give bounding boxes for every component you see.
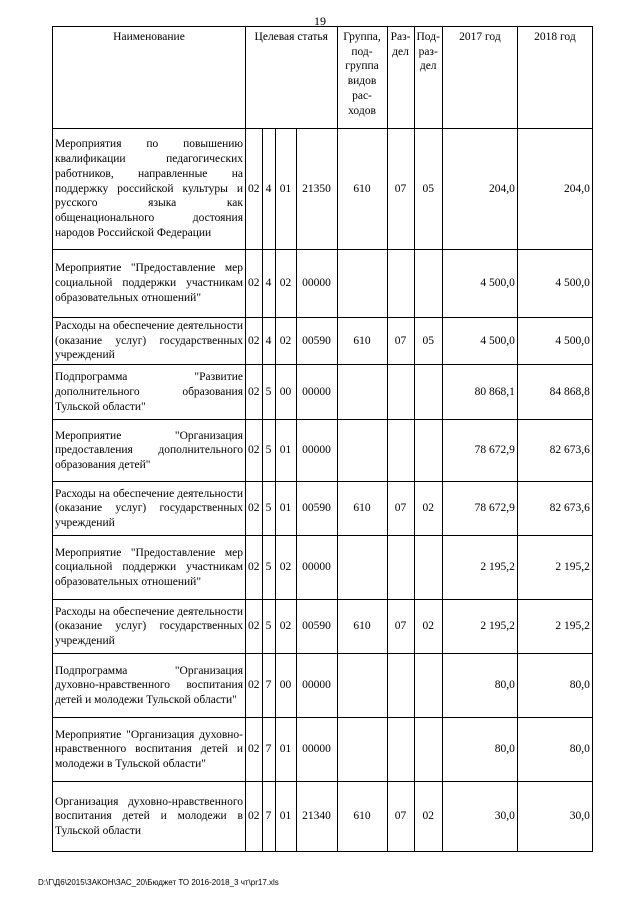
cell-section: 07 [387, 129, 414, 250]
cell-year-2017: 204,0 [442, 129, 517, 250]
header-name: Наименование [53, 27, 246, 129]
cell-target-direction: 00000 [296, 365, 337, 420]
cell-target-direction: 00000 [296, 536, 337, 600]
cell-group: 610 [337, 129, 387, 250]
cell-group [337, 250, 387, 318]
cell-section: 07 [387, 600, 414, 654]
cell-year-2018: 82 673,6 [517, 482, 592, 536]
cell-target-program: 02 [246, 129, 263, 250]
cell-target-event: 01 [275, 482, 296, 536]
cell-target-subprogram: 5 [262, 365, 275, 420]
cell-target-event: 01 [275, 129, 296, 250]
cell-target-event: 01 [275, 420, 296, 482]
cell-target-direction: 00000 [296, 250, 337, 318]
cell-section [387, 365, 414, 420]
cell-year-2017: 30,0 [442, 782, 517, 852]
cell-subsection: 05 [414, 129, 442, 250]
cell-year-2018: 2 195,2 [517, 600, 592, 654]
cell-subsection [414, 250, 442, 318]
cell-group [337, 420, 387, 482]
cell-group: 610 [337, 318, 387, 365]
cell-name: Мероприятие "Организация духовно-нравственного воспитания детей и молодежи в Тульской области" [53, 718, 246, 782]
cell-target-subprogram: 4 [262, 129, 275, 250]
cell-target-subprogram: 7 [262, 654, 275, 718]
cell-group [337, 718, 387, 782]
file-path-footer: D:\Г\Д6\2015\ЗАКОН\ЗАС_20\Бюджет ТО 2016-2018_3 чт\pr17.xls [38, 878, 279, 887]
cell-target-program: 02 [246, 318, 263, 365]
page-number: 19 [314, 14, 326, 28]
cell-section [387, 718, 414, 782]
cell-name: Подпрограмма "Организация духовно-нравственного воспитания детей и молодежи Тульской области" [53, 654, 246, 718]
cell-name: Расходы на обеспечение деятельности (оказание услуг) государственных учреждений [53, 600, 246, 654]
cell-group [337, 536, 387, 600]
header-year-2017: 2017 год [442, 27, 517, 129]
cell-target-direction: 00590 [296, 600, 337, 654]
table-header-row [53, 27, 593, 129]
table-row [53, 318, 593, 365]
cell-section [387, 536, 414, 600]
cell-target-program: 02 [246, 365, 263, 420]
cell-year-2018: 84 868,8 [517, 365, 592, 420]
cell-name: Расходы на обеспечение деятельности (оказание услуг) государственных учреждений [53, 318, 246, 365]
cell-section [387, 654, 414, 718]
cell-target-event: 01 [275, 782, 296, 852]
cell-year-2017: 80,0 [442, 654, 517, 718]
cell-target-direction: 21340 [296, 782, 337, 852]
cell-target-event: 02 [275, 250, 296, 318]
cell-subsection: 02 [414, 482, 442, 536]
cell-year-2018: 2 195,2 [517, 536, 592, 600]
table-row [53, 482, 593, 536]
cell-target-program: 02 [246, 250, 263, 318]
cell-target-program: 02 [246, 482, 263, 536]
cell-subsection: 02 [414, 782, 442, 852]
table-row [53, 600, 593, 654]
cell-year-2017: 4 500,0 [442, 318, 517, 365]
cell-target-subprogram: 5 [262, 420, 275, 482]
cell-name: Мероприятие "Предоставление мер социальной поддержки участникам образовательных отношений" [53, 536, 246, 600]
header-section: Раз-дел [387, 27, 414, 129]
cell-target-direction: 00000 [296, 654, 337, 718]
cell-year-2018: 80,0 [517, 718, 592, 782]
table-row [53, 654, 593, 718]
cell-year-2017: 78 672,9 [442, 482, 517, 536]
cell-name: Подпрограмма "Развитие дополнительного образования Тульской области" [53, 365, 246, 420]
cell-name: Организация духовно-нравственного воспитания детей и молодежи в Тульской области [53, 782, 246, 852]
budget-table [52, 26, 593, 852]
cell-year-2018: 204,0 [517, 129, 592, 250]
table-row [53, 365, 593, 420]
cell-target-program: 02 [246, 782, 263, 852]
cell-target-event: 01 [275, 718, 296, 782]
cell-section [387, 250, 414, 318]
cell-section: 07 [387, 782, 414, 852]
cell-name: Расходы на обеспечение деятельности (оказание услуг) государственных учреждений [53, 482, 246, 536]
table-row [53, 420, 593, 482]
cell-name: Мероприятие "Предоставление мер социальной поддержки участникам образовательных отношений" [53, 250, 246, 318]
cell-year-2018: 4 500,0 [517, 250, 592, 318]
table-row [53, 782, 593, 852]
cell-group [337, 365, 387, 420]
header-target-article: Целевая статья [246, 27, 338, 129]
cell-year-2017: 80 868,1 [442, 365, 517, 420]
cell-group: 610 [337, 600, 387, 654]
cell-target-subprogram: 7 [262, 782, 275, 852]
cell-subsection [414, 718, 442, 782]
table-row [53, 718, 593, 782]
cell-section: 07 [387, 482, 414, 536]
cell-year-2017: 2 195,2 [442, 600, 517, 654]
cell-target-subprogram: 5 [262, 482, 275, 536]
cell-year-2018: 80,0 [517, 654, 592, 718]
cell-year-2017: 4 500,0 [442, 250, 517, 318]
cell-target-event: 02 [275, 600, 296, 654]
header-year-2018: 2018 год [517, 27, 592, 129]
cell-target-subprogram: 4 [262, 250, 275, 318]
table-row [53, 536, 593, 600]
cell-group: 610 [337, 782, 387, 852]
cell-subsection: 05 [414, 318, 442, 365]
cell-year-2017: 78 672,9 [442, 420, 517, 482]
cell-name: Мероприятия по повышению квалификации педагогических работников, направленные на поддержку российской культуры и русского языка как общенационального достояния народов Российской Федерации [53, 129, 246, 250]
cell-target-direction: 00590 [296, 482, 337, 536]
cell-target-direction: 00000 [296, 420, 337, 482]
cell-target-program: 02 [246, 600, 263, 654]
table-row [53, 250, 593, 318]
cell-subsection [414, 654, 442, 718]
header-group: Группа, под-группа видов рас-ходов [337, 27, 387, 129]
cell-section: 07 [387, 318, 414, 365]
cell-subsection [414, 365, 442, 420]
cell-year-2017: 2 195,2 [442, 536, 517, 600]
cell-target-direction: 00590 [296, 318, 337, 365]
cell-target-direction: 00000 [296, 718, 337, 782]
cell-target-event: 02 [275, 318, 296, 365]
cell-group: 610 [337, 482, 387, 536]
cell-section [387, 420, 414, 482]
cell-year-2018: 4 500,0 [517, 318, 592, 365]
cell-target-event: 02 [275, 536, 296, 600]
cell-target-subprogram: 5 [262, 536, 275, 600]
cell-year-2018: 30,0 [517, 782, 592, 852]
cell-year-2017: 80,0 [442, 718, 517, 782]
cell-target-event: 00 [275, 365, 296, 420]
cell-target-direction: 21350 [296, 129, 337, 250]
cell-target-subprogram: 7 [262, 718, 275, 782]
cell-target-event: 00 [275, 654, 296, 718]
cell-target-program: 02 [246, 536, 263, 600]
cell-target-program: 02 [246, 718, 263, 782]
table-row [53, 129, 593, 250]
cell-name: Мероприятие "Организация предоставления дополнительного образования детей" [53, 420, 246, 482]
cell-target-program: 02 [246, 654, 263, 718]
cell-subsection [414, 420, 442, 482]
cell-target-subprogram: 5 [262, 600, 275, 654]
cell-subsection: 02 [414, 600, 442, 654]
cell-year-2018: 82 673,6 [517, 420, 592, 482]
cell-target-program: 02 [246, 420, 263, 482]
cell-target-subprogram: 4 [262, 318, 275, 365]
header-subsection: Под-раз-дел [414, 27, 442, 129]
cell-subsection [414, 536, 442, 600]
cell-group [337, 654, 387, 718]
